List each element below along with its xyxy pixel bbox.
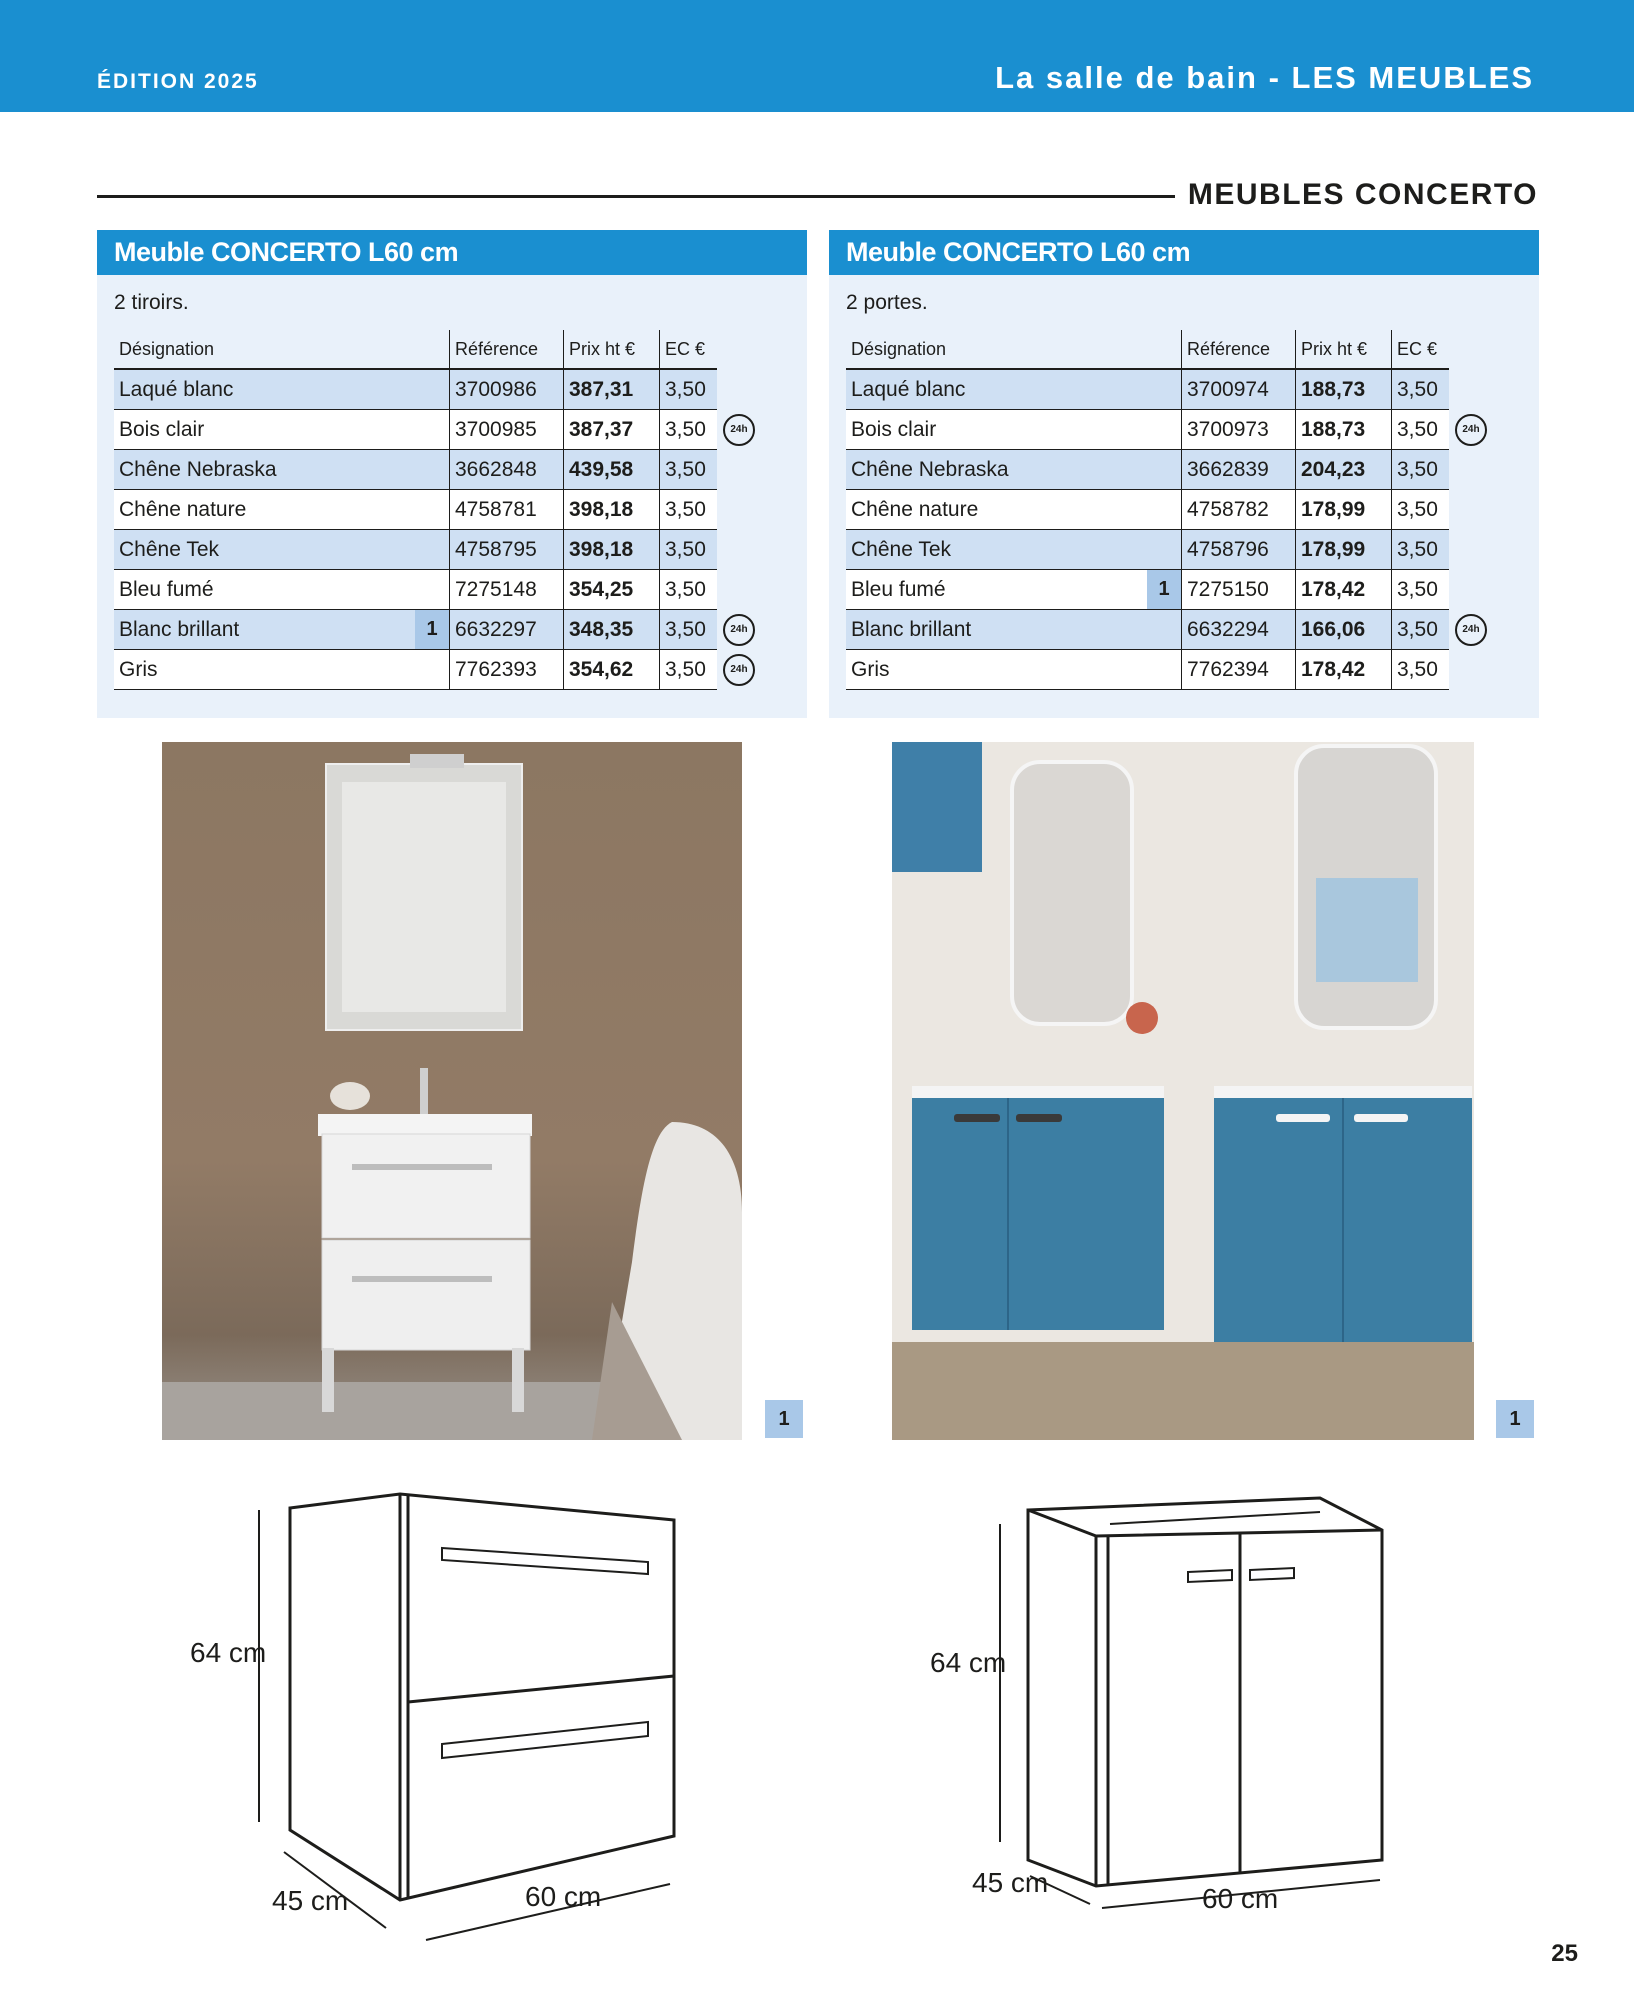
designation-cell: Chêne Nebraska: [846, 450, 1182, 490]
prix-cell: 178,99: [1296, 530, 1392, 570]
product-photo-tiroirs: [162, 742, 742, 1440]
header-title: La salle de bain - LES MEUBLES: [995, 60, 1534, 95]
ec-cell: 3,50: [660, 530, 718, 570]
table-row: [114, 410, 761, 450]
ec-cell: 3,50: [1392, 410, 1450, 450]
table-header-row: [846, 330, 1493, 369]
prix-cell: 178,42: [1296, 570, 1392, 610]
panel-title: Meuble CONCERTO L60 cm: [829, 230, 1539, 275]
ec-cell: 3,50: [660, 369, 718, 410]
table-row: [114, 490, 761, 530]
reference-cell: 3662848: [450, 450, 564, 490]
reference-cell: 3700974: [1182, 369, 1296, 410]
price-table: [114, 330, 761, 690]
price-table: [846, 330, 1493, 690]
reference-cell: 3700985: [450, 410, 564, 450]
ec-cell: 3,50: [660, 410, 718, 450]
designation-cell: Chêne Nebraska: [114, 450, 450, 490]
image-marker-badge: 1: [415, 610, 449, 649]
photo-callout-badge: 1: [1496, 1400, 1534, 1438]
photo-callout-badge: 1: [765, 1400, 803, 1438]
designation-cell: Chêne nature: [114, 490, 450, 530]
table-row: [114, 369, 761, 410]
table-row: [114, 450, 761, 490]
designation-text: Blanc brillant: [119, 617, 240, 641]
ec-cell: 3,50: [1392, 570, 1450, 610]
height-label: 64 cm: [930, 1647, 1007, 1678]
header-band: [0, 0, 1634, 112]
prix-cell: 178,99: [1296, 490, 1392, 530]
table-row: [846, 650, 1493, 690]
delivery-24h-icon: 24h: [1455, 414, 1487, 446]
designation-cell: Gris: [846, 650, 1182, 690]
prix-cell: 354,62: [564, 650, 660, 690]
table-row: [114, 610, 761, 650]
prix-cell: 204,23: [1296, 450, 1392, 490]
product-panel-portes: [829, 230, 1539, 718]
prix-cell: 348,35: [564, 610, 660, 650]
prix-cell: 387,37: [564, 410, 660, 450]
designation-text: Bleu fumé: [851, 577, 946, 601]
reference-cell: 6632297: [450, 610, 564, 650]
delivery-24h-icon: 24h: [723, 614, 755, 646]
prix-cell: 166,06: [1296, 610, 1392, 650]
table-row: [846, 570, 1493, 610]
reference-cell: 6632294: [1182, 610, 1296, 650]
designation-cell: Blanc brillant: [846, 610, 1182, 650]
prix-cell: 178,42: [1296, 650, 1392, 690]
designation-cell: Gris: [114, 650, 450, 690]
bathroom-scene-illustration: [162, 742, 742, 1440]
table-row: [114, 530, 761, 570]
image-marker-badge: 1: [1147, 570, 1181, 609]
panel-title: Meuble CONCERTO L60 cm: [97, 230, 807, 275]
dimension-drawing-portes: [920, 1480, 1400, 1960]
delivery-24h-icon: 24h: [723, 654, 755, 686]
table-row: [846, 410, 1493, 450]
width-label: 60 cm: [525, 1881, 602, 1912]
reference-cell: 7762394: [1182, 650, 1296, 690]
edition-label: ÉDITION 2025: [97, 70, 259, 93]
reference-cell: 4758796: [1182, 530, 1296, 570]
reference-cell: 4758795: [450, 530, 564, 570]
col-prix: Prix ht €: [1296, 330, 1392, 369]
col-ec: EC €: [660, 330, 718, 369]
product-photo-portes: [892, 742, 1474, 1440]
designation-cell: Laqué blanc: [846, 369, 1182, 410]
ec-cell: 3,50: [1392, 490, 1450, 530]
bathroom-scene-illustration: [892, 742, 1474, 1440]
table-row: [846, 530, 1493, 570]
width-label: 60 cm: [1202, 1883, 1279, 1914]
section-rule: [97, 195, 1175, 198]
delivery-24h-icon: 24h: [1455, 614, 1487, 646]
col-ec: EC €: [1392, 330, 1450, 369]
ec-cell: 3,50: [660, 610, 718, 650]
table-row: [114, 570, 761, 610]
designation-cell: Chêne Tek: [114, 530, 450, 570]
table-row: [846, 450, 1493, 490]
table-row: [846, 490, 1493, 530]
reference-cell: 7275148: [450, 570, 564, 610]
ec-cell: 3,50: [660, 570, 718, 610]
prix-cell: 439,58: [564, 450, 660, 490]
depth-label: 45 cm: [972, 1867, 1049, 1898]
ec-cell: 3,50: [1392, 610, 1450, 650]
prix-cell: 354,25: [564, 570, 660, 610]
reference-cell: 3700973: [1182, 410, 1296, 450]
ec-cell: 3,50: [1392, 650, 1450, 690]
prix-cell: 188,73: [1296, 369, 1392, 410]
ec-cell: 3,50: [660, 650, 718, 690]
reference-cell: 4758782: [1182, 490, 1296, 530]
product-panel-tiroirs: [97, 230, 807, 718]
designation-cell: Bois clair: [846, 410, 1182, 450]
section-title: MEUBLES CONCERTO: [1187, 178, 1538, 211]
delivery-24h-icon: 24h: [723, 414, 755, 446]
reference-cell: 7762393: [450, 650, 564, 690]
ec-cell: 3,50: [1392, 369, 1450, 410]
page-number: 25: [1551, 1940, 1578, 1967]
designation-cell: Laqué blanc: [114, 369, 450, 410]
ec-cell: 3,50: [660, 490, 718, 530]
col-reference: Référence: [1182, 330, 1296, 369]
col-designation: Désignation: [114, 330, 450, 369]
table-row: [114, 650, 761, 690]
designation-cell: [114, 610, 450, 650]
col-prix: Prix ht €: [564, 330, 660, 369]
prix-cell: 387,31: [564, 369, 660, 410]
ec-cell: 3,50: [660, 450, 718, 490]
panel-subtitle: 2 tiroirs.: [114, 291, 189, 314]
depth-label: 45 cm: [272, 1885, 349, 1916]
reference-cell: 4758781: [450, 490, 564, 530]
ec-cell: 3,50: [1392, 450, 1450, 490]
cabinet-drawers-diagram: [180, 1480, 700, 1960]
designation-cell: [846, 570, 1182, 610]
prix-cell: 188,73: [1296, 410, 1392, 450]
reference-cell: 3662839: [1182, 450, 1296, 490]
ec-cell: 3,50: [1392, 530, 1450, 570]
prix-cell: 398,18: [564, 490, 660, 530]
reference-cell: 7275150: [1182, 570, 1296, 610]
reference-cell: 3700986: [450, 369, 564, 410]
dimension-drawing-tiroirs: [180, 1480, 700, 1960]
table-header-row: [114, 330, 761, 369]
height-label: 64 cm: [190, 1637, 267, 1668]
panel-subtitle: 2 portes.: [846, 291, 928, 314]
col-designation: Désignation: [846, 330, 1182, 369]
col-reference: Référence: [450, 330, 564, 369]
designation-cell: Chêne Tek: [846, 530, 1182, 570]
table-row: [846, 610, 1493, 650]
designation-cell: Chêne nature: [846, 490, 1182, 530]
prix-cell: 398,18: [564, 530, 660, 570]
cabinet-doors-diagram: [920, 1480, 1400, 1960]
table-row: [846, 369, 1493, 410]
designation-cell: Bois clair: [114, 410, 450, 450]
designation-cell: Bleu fumé: [114, 570, 450, 610]
